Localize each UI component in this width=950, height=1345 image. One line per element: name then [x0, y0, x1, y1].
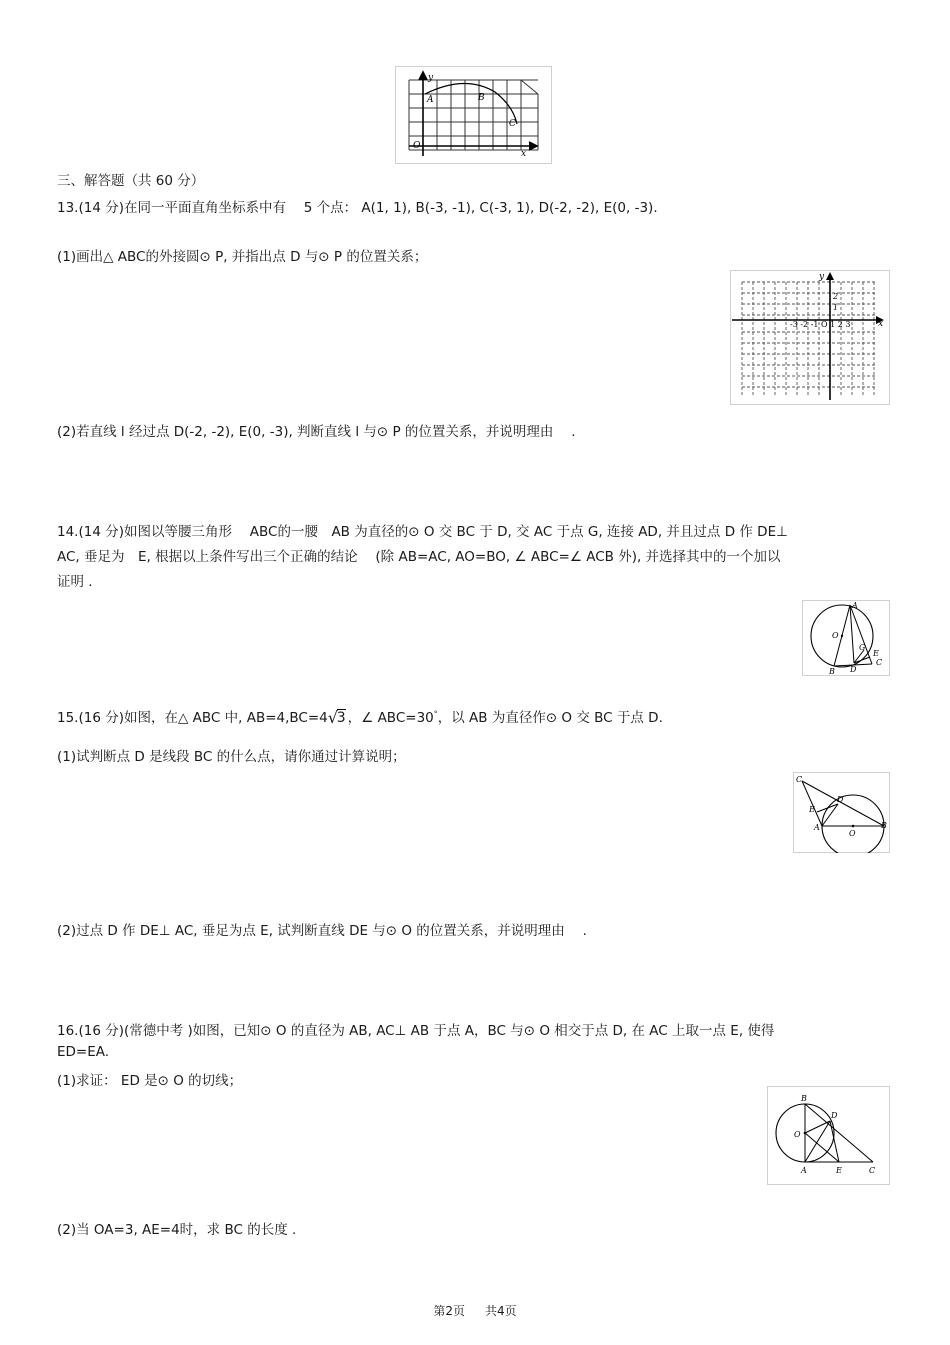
- q15-stem-c: ，以 AB 为直径作⊙ O 交 BC 于点 D.: [437, 710, 663, 726]
- coord-ticks-x: -3 -2 -1 O 1 2 3: [790, 320, 851, 329]
- label-C: C: [509, 119, 516, 129]
- q14-label-D: D: [850, 665, 857, 674]
- q15-stem-b: ，∠ ABC=30: [347, 710, 434, 726]
- figure-q16: [767, 1086, 890, 1185]
- coord-tick-2: 2: [833, 292, 839, 301]
- q15-degree: °: [433, 709, 438, 719]
- q15-label-C: C: [796, 775, 803, 784]
- q16-svg: [767, 1086, 890, 1185]
- label-x: x: [521, 149, 527, 159]
- section-title: 三、解答题（共 60 分）: [57, 173, 205, 189]
- q15-label-O: O: [849, 829, 856, 838]
- q14-label-C: C: [876, 658, 883, 667]
- q16-part1: (1)求证： ED 是⊙ O 的切线；: [57, 1073, 243, 1089]
- q14-label-G: G: [859, 643, 866, 652]
- figure-coordinate-grid: [730, 270, 890, 405]
- q14-label-O: O: [832, 631, 839, 640]
- q15-svg: [793, 772, 890, 853]
- q16-label-D: D: [831, 1111, 838, 1120]
- figure-grid-arc: [395, 66, 552, 164]
- q13-part1: (1)画出△ ABC的外接圆⊙ P, 并指出点 D 与⊙ P 的位置关系；: [57, 249, 428, 265]
- q16-label-C: C: [869, 1166, 876, 1175]
- q15-label-A: A: [814, 823, 820, 832]
- q13-part2: (2)若直线 l 经过点 D(-2, -2), E(0, -3), 判断直线 l 与⊙ P 的位置关系，并说明理由 .: [57, 424, 576, 440]
- q16-line2: ED=EA.: [57, 1044, 110, 1060]
- q14-line3: 证明 .: [57, 574, 93, 590]
- q15-stem-a: 15.(16 分)如图，在△ ABC 中, AB=4,BC=4: [57, 710, 328, 726]
- q15-label-E: E: [809, 805, 815, 814]
- q16-label-O: O: [794, 1130, 801, 1139]
- q16-line1: 16.(16 分)(常德中考 )如图，已知⊙ O 的直径为 AB, AC⊥ AB 于点 A，BC 与⊙ O 相交于点 D, 在 AC 上取一点 E, 使得: [57, 1023, 775, 1039]
- figure-q14: [802, 600, 890, 676]
- q14-label-A: A: [852, 601, 858, 610]
- q16-label-E: E: [836, 1166, 842, 1175]
- coordinate-grid-svg: [730, 270, 890, 405]
- coord-tick-1: 1: [833, 303, 839, 312]
- q16-label-B: B: [801, 1094, 807, 1103]
- page-total: 共4页: [485, 1304, 517, 1318]
- coord-label-y: y: [819, 272, 825, 282]
- figure-q15: [793, 772, 890, 853]
- label-A: A: [427, 95, 434, 105]
- coord-label-x: x: [878, 319, 884, 329]
- label-y: y: [428, 73, 434, 83]
- q14-line1: 14.(14 分)如图以等腰三角形 ABC的一腰 AB 为直径的⊙ O 交 BC 于 D, 交 AC 于点 G, 连接 AD, 并且过点 D 作 DE⊥: [57, 524, 788, 540]
- q16-part2: (2)当 OA=3, AE=4时，求 BC 的长度 .: [57, 1222, 297, 1238]
- q15-stem: [57, 706, 663, 726]
- q14-label-B: B: [829, 667, 835, 676]
- q14-label-E: E: [873, 649, 879, 658]
- q13-stem: 13.(14 分)在同一平面直角坐标系中有 5 个点： A(1, 1), B(-3, -1), C(-3, 1), D(-2, -2), E(0, -3).: [57, 200, 658, 216]
- grid-arc-svg: [395, 66, 552, 164]
- page-footer: [0, 1302, 950, 1319]
- q15-label-B: B: [881, 821, 887, 830]
- q15-sqrt-value: 3: [336, 710, 346, 726]
- q14-svg: [802, 600, 890, 676]
- q14-line2: AC, 垂足为 E, 根据以上条件写出三个正确的结论 (除 AB=AC, AO=BO, ∠ ABC=∠ ACB 外), 并选择其中的一个加以: [57, 549, 781, 565]
- label-B: B: [478, 93, 485, 103]
- page-number: 第2页: [433, 1304, 465, 1318]
- label-O: O: [413, 141, 421, 151]
- q15-part2: (2)过点 D 作 DE⊥ AC, 垂足为点 E, 试判断直线 DE 与⊙ O 的位置关系，并说明理由 .: [57, 923, 587, 939]
- q15-sqrt: √ 3: [327, 708, 346, 727]
- q15-label-D: D: [837, 795, 844, 804]
- q15-part1: (1)试判断点 D 是线段 BC 的什么点，请你通过计算说明；: [57, 749, 406, 765]
- q16-label-A: A: [801, 1166, 807, 1175]
